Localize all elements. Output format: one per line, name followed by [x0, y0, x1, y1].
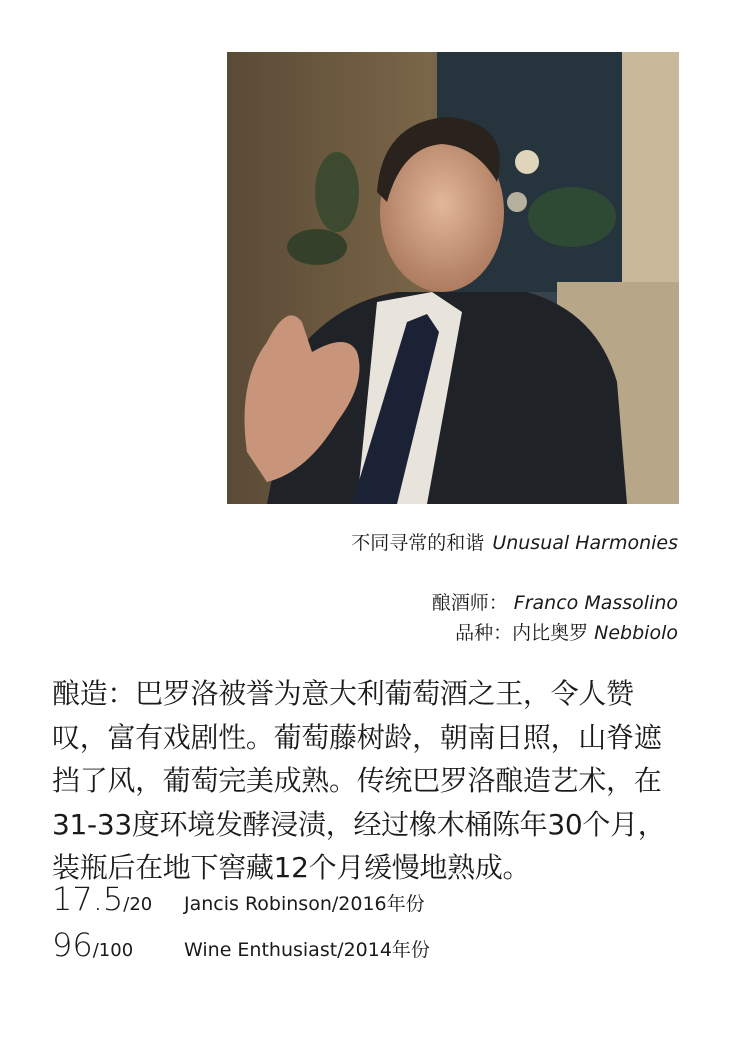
score-max: /20 [123, 894, 153, 915]
caption-zh: 不同寻常的和谐 [351, 532, 485, 554]
description-paragraph: 酿造：巴罗洛被誉为意大利葡萄酒之王，令人赞叹，富有戏剧性。葡萄藤树龄，朝南日照，山脊遮挡了风，葡萄完美成熟。传统巴罗洛酿造艺术，在31-33度环境发酵浸渍，经过橡木桶陈年30个月，装瓶后在地下窖藏12个月缓慢地熟成。 [52, 677, 666, 884]
variety-zh: 内比奥罗 [512, 622, 589, 644]
score-source: Jancis Robinson/2016年份 [184, 893, 425, 915]
score-box [52, 926, 184, 964]
variety-en: Nebbiolo [594, 622, 678, 644]
photo-caption [351, 528, 678, 555]
score-box [52, 880, 184, 918]
winemaker-name: Franco Massolino [513, 592, 678, 614]
score-max: /100 [92, 940, 134, 961]
score-value: 17.5 [52, 880, 124, 918]
score-row [52, 880, 425, 918]
variety-label: 品种： [455, 622, 513, 644]
portrait-photo [227, 52, 679, 504]
score-value: 96 [52, 926, 93, 964]
credits [432, 588, 678, 648]
winemaker-label: 酿酒师： [431, 592, 508, 614]
variety-line [432, 618, 678, 648]
score-row [52, 926, 430, 964]
score-source: Wine Enthusiast/2014年份 [184, 939, 430, 961]
winemaker-line [432, 588, 678, 618]
caption-en: Unusual Harmonies [492, 532, 678, 554]
